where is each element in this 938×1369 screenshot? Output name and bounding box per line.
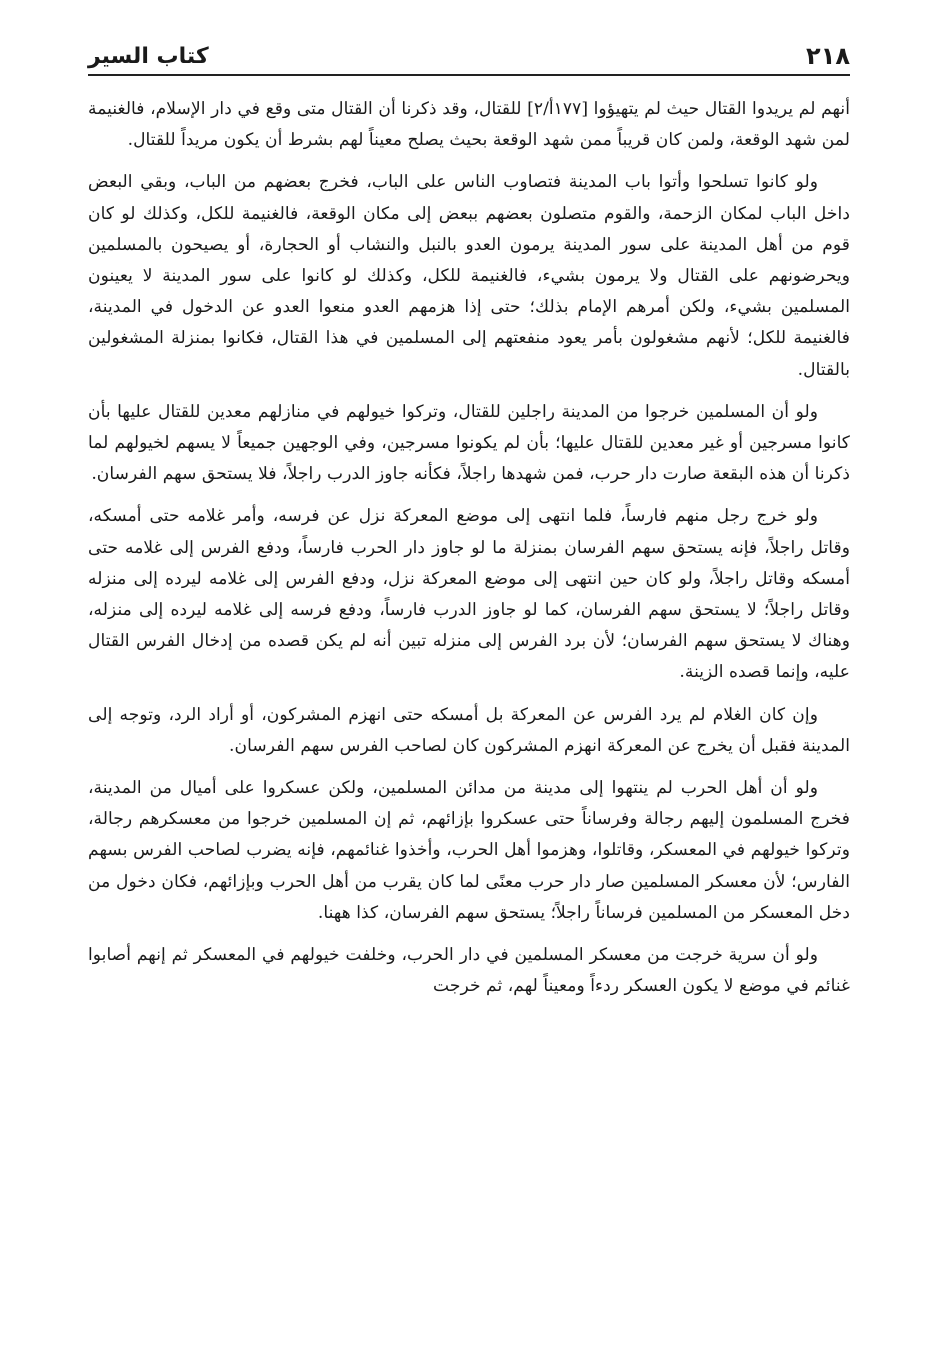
page-number: ٢١٨ <box>806 42 850 70</box>
paragraph: وإن كان الغلام لم يرد الفرس عن المعركة بل أمسكه حتى انهزم المشركون، أو أراد الرد، وتوجه إلى المدينة فقبل أن يخرج عن المعركة انهزم المشركون كان لصاحب الفرس سهم الفرسان. <box>88 704 850 756</box>
paragraph: ولو أن سرية خرجت من معسكر المسلمين في دار الحرب، وخلفت خيولهم في المعسكر ثم إنهم أصابوا غنائم في موضع لا يكون العسكر ردءاً ومعيناً لهم، ثم خرجت <box>88 945 850 997</box>
book-title: كتاب السير <box>88 44 209 69</box>
paragraph: ولو أن أهل الحرب لم ينتهوا إلى مدينة من مدائن المسلمين، ولكن عسكروا على أميال من المدينة، فخرج المسلمون إليهم رجالة وفرساناً حتى عسكروا بإزائهم، ثم إن المسلمين خرجوا من معسكرهم رجالة، وتركوا خيولهم في المعسكر، وقاتلوا، وهزموا أهل الحرب، وأخذوا غنائمهم، فإنه يضرب لصاحب الفرس بسهم الفارس؛ لأن معسكر المسلمين صار دار حرب معنًى لما كان يقرب من أهل الحرب وبإزائهم، فكان دخول من دخل المعسكر من المسلمين فرساناً راجلاً؛ يستحق سهم الفرسان، كذا ههنا. <box>88 778 850 923</box>
paragraph: ولو خرج رجل منهم فارساً، فلما انتهى إلى موضع المعركة نزل عن فرسه، وأمر غلامه حتى أمسكه، وقاتل راجلاً، فإنه يستحق سهم الفرسان بمنزلة ما لو جاوز دار الحرب فارساً، ودفع الفرس إلى غلامه حتى أمسكه وقاتل راجلاً، ولو كان حين انتهى إلى موضع المعركة نزل، ودفع الفرس إلى غلامه ليرده إلى منزله وقاتل راجلاً؛ لا يستحق سهم الفرسان، كما لو جاوز الدرب فارساً، ودفع فرسه إلى غلامه ليرده إلى منزله، وهناك لا يستحق سهم الفرسان؛ لأن برد الفرس إلى منزله تبين أنه لم يكن قصده من إدخال الفرس القتال عليه، وإنما قصده الزينة. <box>88 506 850 683</box>
paragraph: ولو كانوا تسلحوا وأتوا باب المدينة فتصاوب الناس على الباب، فخرج بعضهم من الباب، وبقي البعض داخل الباب لمكان الزحمة، والقوم متصلون بعضهم ببعض إلى مكان الوقعة، فالغنيمة للكل، وكذلك لو كان قوم من أهل المدينة على سور المدينة يرمون العدو بالنبل والنشاب أو الحجارة، أو يصيحون بالمسلمين ويحرضونهم على القتال ولا يرمون بشيء، فالغنيمة للكل، وكذلك لو كانوا على سور المدينة لا يعينون المسلمين بشيء، ولكن أمرهم الإمام بذلك؛ حتى إذا هزمهم العدو منعوا العدو عن الدخول في المدينة، فالغنيمة للكل؛ لأنهم مشغولون بأمر يعود منفعتهم إلى المسلمين في هذا القتال، فكانوا بمنزلة المشغولين بالقتال. <box>88 172 850 380</box>
paragraph: أنهم لم يريدوا القتال حيث لم يتهيؤوا [١٧٧أ/٢] للقتال، وقد ذكرنا أن القتال متى وقع في دار الإسلام، فالغنيمة لمن شهد الوقعة، ولمن كان قريباً ممن شهد الوقعة بحيث يصلح معيناً لهم بشرط أن يكون مريداً للقتال. <box>88 99 850 151</box>
running-head <box>88 40 850 76</box>
paragraph: ولو أن المسلمين خرجوا من المدينة راجلين للقتال، وتركوا خيولهم في منازلهم معدين للقتال عليها بأن كانوا مسرجين أو غير معدين للقتال عليها؛ بأن لم يكونوا مسرجين، وفي الوجهين جميعاً لا يسهم لخيولهم لما ذكرنا أن هذه البقعة صارت دار حرب، فمن شهدها راجلاً، فكأنه جاوز الدرب راجلاً، فلا يستحق سهم الفرسان. <box>88 401 850 485</box>
body-text <box>88 94 850 1013</box>
